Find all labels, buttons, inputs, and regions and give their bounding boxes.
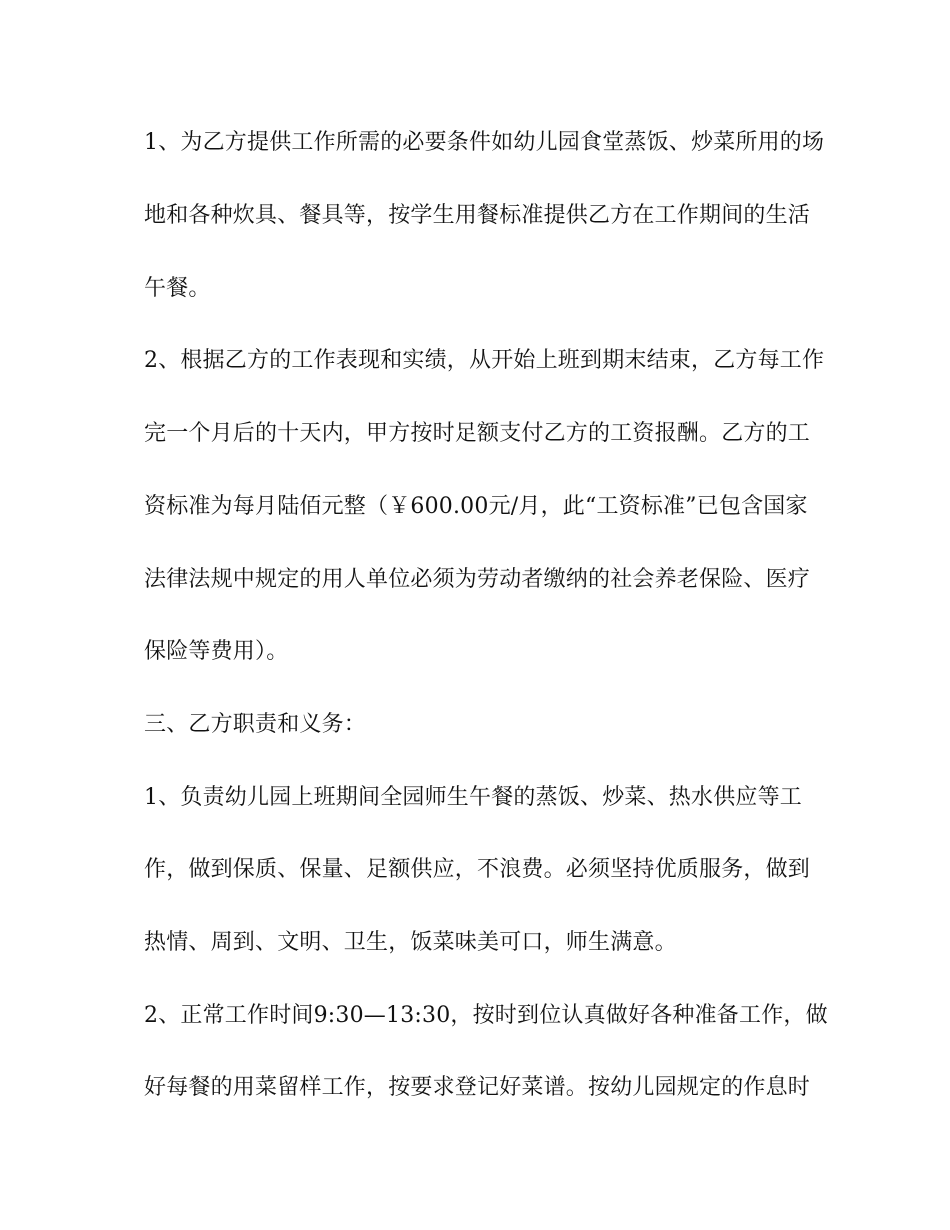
paragraph-1-line-1: 1、为乙方提供工作所需的必要条件如幼儿园食堂蒸饭、炒菜所用的场	[144, 130, 825, 155]
paragraph-2-line-3: 资标准为每月陆佰元整（￥600.00元/月，此“工资标准”已包含国家	[144, 494, 808, 519]
paragraph-2-line-2: 完一个月后的十天内，甲方按时足额支付乙方的工资报酬。乙方的工	[144, 421, 811, 446]
paragraph-2-line-4: 法律法规中规定的用人单位必须为劳动者缴纳的社会养老保险、医疗	[144, 567, 811, 592]
paragraph-1-line-3: 午餐。	[144, 276, 211, 301]
section-heading: 三、乙方职责和义务：	[144, 712, 367, 737]
paragraph-2-line-1: 2、根据乙方的工作表现和实绩，从开始上班到期末结束，乙方每工作	[144, 348, 825, 373]
paragraph-4-line-2: 好每餐的用菜留样工作，按要求登记好菜谱。按幼儿园规定的作息时	[144, 1075, 811, 1100]
paragraph-2-line-5: 保险等费用）。	[144, 639, 289, 664]
paragraph-3-line-3: 热情、周到、文明、卫生，饭菜味美可口，师生满意。	[144, 930, 677, 955]
paragraph-4-line-1: 2、正常工作时间9:30—13:30，按时到位认真做好各种准备工作，做	[144, 1003, 828, 1028]
paragraph-3-line-1: 1、负责幼儿园上班期间全园师生午餐的蒸饭、炒菜、热水供应等工	[144, 785, 802, 810]
paragraph-1-line-2: 地和各种炊具、餐具等，按学生用餐标准提供乙方在工作期间的生活	[144, 203, 811, 228]
paragraph-3-line-2: 作，做到保质、保量、足额供应，不浪费。必须坚持优质服务，做到	[144, 857, 811, 882]
